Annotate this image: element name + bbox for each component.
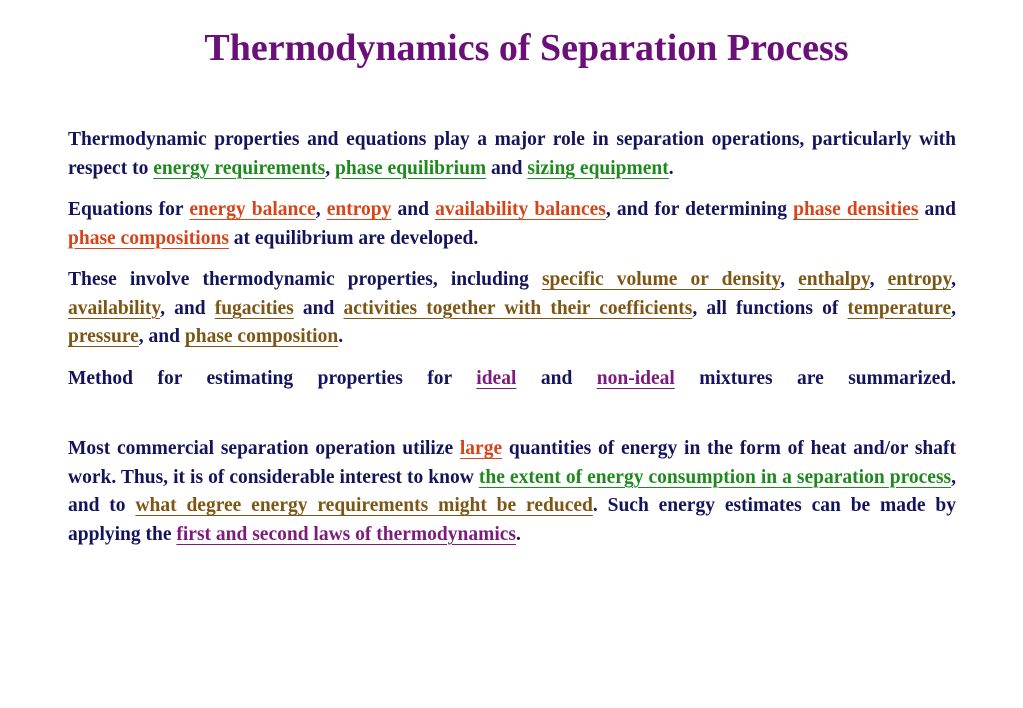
term-availability: availability bbox=[68, 297, 161, 319]
text-segment: , and to bbox=[68, 466, 956, 516]
term-ideal: ideal bbox=[476, 367, 517, 389]
text-segment: . bbox=[668, 157, 674, 179]
text-segment: and bbox=[516, 367, 597, 389]
text-segment: . Such energy estimates can be made by applying the bbox=[68, 495, 957, 545]
term-enthalpy: enthalpy bbox=[798, 269, 870, 290]
term-phase-equilibrium: phase equilibrium bbox=[335, 157, 487, 179]
term-temperature: temperature bbox=[847, 297, 952, 319]
text-segment: , and bbox=[138, 326, 185, 347]
slide-title: Thermodynamics of Separation Process bbox=[204, 27, 849, 69]
term-large: large bbox=[459, 438, 503, 459]
paragraph-equations bbox=[68, 196, 956, 253]
term-extent-energy-consumption: the extent of energy consumption in a separation process bbox=[478, 466, 952, 488]
text-segment: , bbox=[869, 269, 888, 290]
term-laws-thermodynamics: first and second laws of thermodynamics bbox=[176, 523, 516, 545]
paragraph-methods bbox=[68, 365, 956, 394]
text-segment: and bbox=[486, 157, 528, 179]
term-entropy-2: entropy bbox=[887, 269, 952, 290]
paragraph-energy bbox=[68, 435, 956, 549]
text-segment: , and bbox=[160, 297, 215, 319]
term-fugacities: fugacities bbox=[214, 297, 294, 319]
term-phase-compositions: phase compositions bbox=[68, 227, 229, 249]
text-segment: Method for estimating properties for bbox=[68, 367, 477, 389]
text-segment: , bbox=[780, 269, 799, 290]
term-energy-reduction: what degree energy requirements might be reduced bbox=[135, 495, 593, 516]
paragraph-thermo-role bbox=[68, 126, 956, 183]
text-segment: and bbox=[293, 297, 344, 319]
text-segment: , bbox=[325, 157, 335, 179]
term-energy-requirements: energy requirements bbox=[153, 157, 326, 179]
text-segment: , bbox=[315, 199, 327, 220]
term-sizing-equipment: sizing equipment bbox=[527, 157, 669, 179]
text-segment: at equilibrium are developed. bbox=[228, 227, 479, 249]
term-pressure: pressure bbox=[68, 326, 139, 347]
term-availability-balances: availability balances bbox=[435, 199, 606, 220]
term-energy-balance: energy balance bbox=[189, 199, 316, 220]
text-segment: Equations for bbox=[68, 199, 190, 220]
text-segment: , all functions of bbox=[692, 297, 848, 319]
text-segment: Most commercial separation operation utilize bbox=[68, 438, 460, 459]
term-non-ideal: non-ideal bbox=[596, 367, 675, 389]
slide-body bbox=[68, 126, 956, 562]
term-activities: activities together with their coefficients bbox=[343, 297, 693, 319]
text-segment: , bbox=[951, 297, 956, 319]
text-segment: , and for determining bbox=[605, 199, 794, 220]
text-segment: . bbox=[338, 326, 344, 347]
text-segment: Thermodynamic properties and equations play a major role in separation operations, particularly with respect to bbox=[68, 129, 956, 179]
paragraph-properties bbox=[68, 266, 956, 352]
text-segment: . bbox=[516, 523, 521, 545]
term-specific-volume: specific volume or density bbox=[541, 269, 781, 290]
text-segment: These involve thermodynamic properties, including bbox=[68, 269, 542, 290]
text-segment: and bbox=[918, 199, 956, 220]
term-phase-composition: phase composition bbox=[184, 326, 339, 347]
term-phase-densities: phase densities bbox=[793, 199, 919, 220]
term-entropy: entropy bbox=[326, 199, 392, 220]
text-segment: , bbox=[951, 269, 957, 290]
text-segment: quantities of energy in the form of heat and/or shaft work. Thus, it is of considerable interest to know bbox=[68, 438, 956, 488]
text-segment: and bbox=[391, 199, 436, 220]
text-segment: mixtures are summarized. bbox=[674, 367, 956, 389]
